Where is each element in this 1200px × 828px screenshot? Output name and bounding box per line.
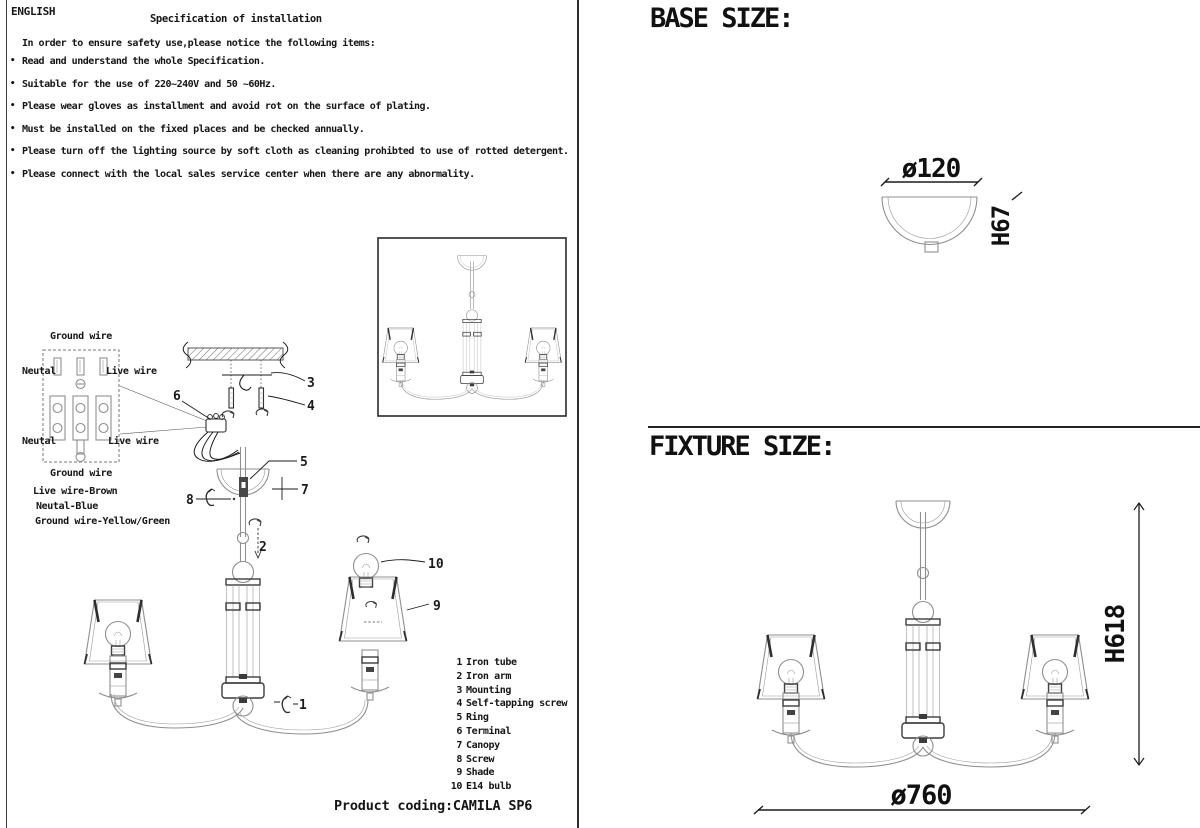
part-number: 9 bbox=[456, 767, 462, 779]
size-drawings bbox=[580, 0, 1200, 828]
legend-neutral: Neutal-Blue bbox=[36, 501, 98, 512]
callout-1: 1 bbox=[299, 698, 307, 713]
part-row bbox=[440, 780, 567, 794]
callout-6: 6 bbox=[173, 389, 181, 404]
part-number: 2 bbox=[456, 670, 462, 682]
legend-live-wire: Live wire-Brown bbox=[33, 486, 118, 497]
part-label: Shade bbox=[466, 767, 495, 779]
bullet-item: • Please wear gloves as installment and avoid rot on the surface of plating. bbox=[10, 101, 569, 124]
label-neutral-top: Neutal bbox=[22, 366, 56, 377]
part-number: 1 bbox=[456, 657, 462, 668]
fixture-diameter-label: ø760 bbox=[890, 780, 952, 811]
part-row bbox=[440, 753, 567, 767]
language-label: ENGLISH bbox=[11, 5, 56, 18]
fixture-height-label: H618 bbox=[1101, 604, 1131, 664]
fixture-drawing bbox=[758, 501, 1089, 767]
part-label: Mounting bbox=[466, 684, 511, 696]
bullet-item: • Please connect with the local sales service center when there are any abnormality. bbox=[10, 169, 569, 192]
part-row bbox=[440, 697, 567, 711]
bullet-item: • Suitable for the use of 220~240V and 50 ~60Hz. bbox=[10, 79, 569, 102]
label-neutral-bottom: Neutal bbox=[22, 436, 56, 447]
part-label: Screw bbox=[466, 753, 495, 765]
callout-2: 2 bbox=[259, 540, 267, 555]
fixture-size-heading: FIXTURE SIZE: bbox=[649, 431, 835, 462]
bullet-item: • Please turn off the lighting source by soft cloth as cleaning prohibted to use of rotted detergent. bbox=[10, 146, 569, 169]
spec-title: Specification of installation bbox=[150, 13, 322, 25]
spec-intro: In order to ensure safety use,please notice the following items: bbox=[22, 38, 376, 49]
legend-ground-wire: Ground wire-Yellow/Green bbox=[35, 516, 170, 527]
parts-list bbox=[440, 656, 567, 794]
part-number: 8 bbox=[456, 753, 462, 765]
callout-10: 10 bbox=[428, 557, 444, 572]
label-ground-wire-top: Ground wire bbox=[50, 331, 112, 342]
callout-3: 3 bbox=[307, 376, 315, 391]
part-row bbox=[440, 766, 567, 780]
ceiling-drawing bbox=[183, 342, 288, 418]
bullet-item: • Must be installed on the fixed places and be checked annually. bbox=[10, 124, 569, 147]
part-row bbox=[440, 670, 567, 684]
part-number: 7 bbox=[456, 739, 462, 751]
product-coding: Product coding:CAMILA SP6 bbox=[334, 798, 533, 814]
part-label: Canopy bbox=[466, 739, 500, 751]
label-ground-wire-bottom: Ground wire bbox=[50, 468, 112, 479]
fixture-dimensions bbox=[754, 503, 1144, 814]
part-row bbox=[440, 684, 567, 698]
part-row bbox=[440, 656, 567, 670]
part-row bbox=[440, 711, 567, 725]
callout-4: 4 bbox=[307, 399, 315, 414]
callout-9: 9 bbox=[433, 599, 441, 614]
part-label: Iron tube bbox=[466, 657, 517, 668]
part-number: 4 bbox=[456, 698, 462, 710]
base-height-label: H67 bbox=[987, 205, 1015, 247]
label-live-wire-bottom: Live wire bbox=[108, 436, 159, 447]
inset-assembled-view bbox=[378, 238, 566, 416]
part-row bbox=[440, 725, 567, 739]
part-label: E14 bulb bbox=[466, 781, 511, 793]
chandelier-exploded-drawing bbox=[85, 536, 407, 734]
part-row bbox=[440, 739, 567, 753]
base-diameter-label: ø120 bbox=[901, 154, 961, 184]
base-size-heading: BASE SIZE: bbox=[650, 3, 793, 34]
bullet-item: • Read and understand the whole Specification. bbox=[10, 56, 569, 79]
part-number: 3 bbox=[456, 684, 462, 696]
terminal-and-canopy-drawing bbox=[194, 414, 269, 562]
callout-5: 5 bbox=[300, 455, 308, 470]
part-label: Self-tapping screw bbox=[466, 698, 568, 710]
part-number: 5 bbox=[456, 712, 462, 724]
part-label: Iron arm bbox=[466, 670, 511, 682]
label-live-wire-top: Live wire bbox=[106, 366, 157, 377]
callout-8: 8 bbox=[186, 493, 194, 508]
part-number: 6 bbox=[456, 725, 462, 737]
part-label: Ring bbox=[466, 712, 489, 724]
safety-bullet-list bbox=[10, 56, 569, 192]
part-label: Terminal bbox=[466, 725, 511, 737]
callout-7: 7 bbox=[301, 483, 309, 498]
part-number: 10 bbox=[450, 781, 462, 793]
